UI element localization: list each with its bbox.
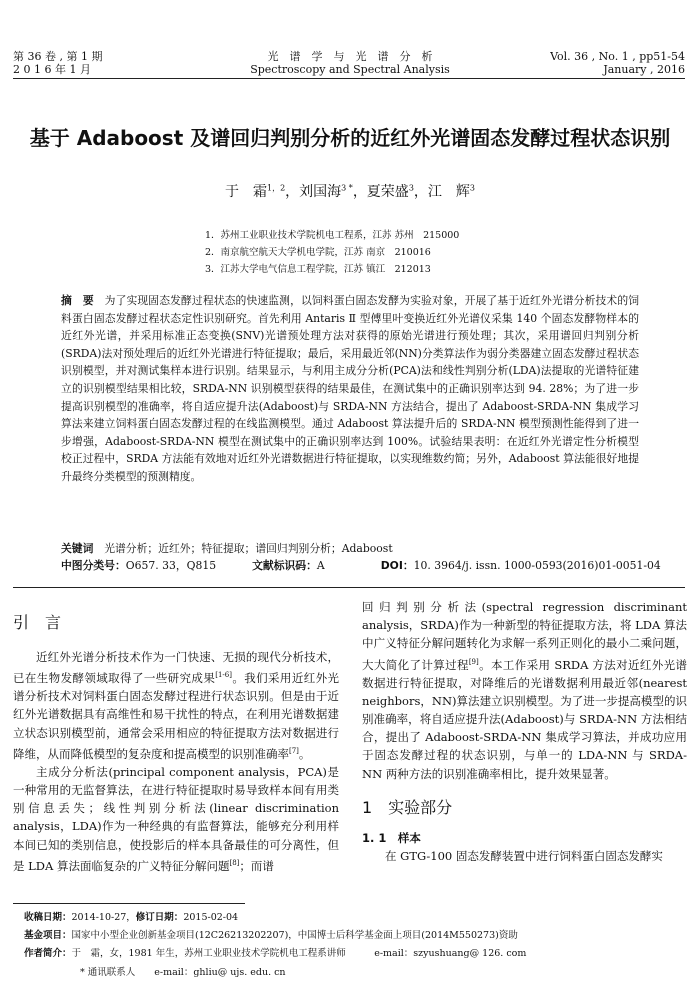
intro-p1-b: 。我们采用近红外光谱分析技术对饲料蛋白固态发酵过程进行状态识别。但是由于近红外光谱数据具有高维性和易干扰性的特点，在利用光谱数据建立状态识别模型前，通常会采用相应的特征提取方法对数据进行降维，从而降低模型的复杂度和提高模型的识别准确率 [13,671,340,761]
clc-label: 中图分类号： [61,559,126,573]
received-label: 收稿日期： [24,912,72,923]
affiliation-3: 3．江苏大学电气信息工程学院，江苏 镇江 212013 [205,264,431,275]
author-1: 于 霜 [224,184,267,200]
right-column [362,598,687,865]
author-4-sup: 3 [469,183,475,193]
keywords-text: 光谱分析；近红外；特征提取；谱回归判别分析；Adaboost [104,542,393,555]
ref-1-6: [1-6] [215,671,232,680]
author-1-sup: 1，2 [266,183,286,193]
author-2: ，刘国海 [285,184,342,200]
funding-label: 基金项目： [24,930,72,942]
header-date-line: 2 0 1 6 年 1 月 [13,63,91,76]
footnote-funding [24,927,674,945]
experiment-heading: 1 实验部分 [362,797,453,817]
header-citation [550,50,685,76]
author-bio-text: 于 霜，女，1981 年生，苏州工业职业技术学院机电工程系讲师 e-mail：szyushuang@ 126. com [71,948,527,960]
keywords-block [61,540,661,575]
clc-value: O657. 33，Q815 [125,559,217,573]
intro-p2-a: 主成分分析法(principal component analysis，PCA)是一种常用的无监督算法，在进行特征提取时易导致样本间有用类别信息丢失；线性判别分析法(linear discrimination analysis，LDA)作为一种经典的有监督算法，能够充分利用样本间已知的类别信息，使投影后的样本具备最佳的可分离性，但是 LDA 算法面临复杂的广义特征分解问题 [13,764,339,873]
intro-paragraph-1 [13,648,339,763]
intro-p1-c: 。 [298,746,311,761]
intro-p1-a: 近红外光谱分析技术作为一门快速、无损的现代分析技术，已在生物发酵领域取得了一些研究成果 [13,650,339,686]
header-month: January , 2016 [603,63,685,76]
intro-p3-a: 回归判别分析法(spectral regression discriminant analysis，SRDA)作为一种新型的特征提取方法，将 LDA 算法中广义特征分解问题转化为求解一系列正则化的最小二乘问题，大大简化了计算过程 [362,600,687,672]
ref-7: [7] [289,746,299,755]
keywords-row [61,540,639,557]
ref-9: [9] [468,657,479,666]
footnote-dates [24,909,674,927]
affiliation-1: 1．苏州工业职业技术学院机电工程系，江苏 苏州 215000 [205,230,460,241]
ref-8: [8] [229,858,240,867]
left-column [13,610,339,875]
author-4: ，江 辉 [413,184,470,200]
doc-code-value: A [316,559,325,573]
author-3: ，夏荣盛 [352,184,409,200]
affiliations [205,227,459,278]
author-3-sup: 3 [408,183,414,193]
journal-name-cn: 光 谱 学 与 光 谱 分 析 [267,50,433,63]
footnote-author [24,945,674,963]
paper-title: 基于 Adaboost 及谱回归判别分析的近红外光谱固态发酵过程状态识别 [29,126,671,150]
intro-p2-b: ；而谱 [239,858,274,873]
intro-paragraph-2 [13,763,339,875]
samples-subheading: 1. 1 样本 [362,830,421,845]
footnote-correspondence: * 通讯联系人 e-mail：ghliu@ ujs. edu. cn [80,966,286,978]
abstract-label: 摘 要 [61,294,94,307]
classification-row [61,557,661,574]
author-list [0,181,700,201]
abstract [61,292,639,486]
keywords-label: 关键词 [61,542,94,555]
revised-label: 修订日期： [135,912,184,923]
intro-heading: 引 言 [13,613,62,632]
footnotes [24,909,674,982]
intro-paragraph-3 [362,598,687,783]
received-date: 2014-10-27， [71,912,136,923]
section-rule [13,587,685,588]
doc-code-label: 文献标识码： [252,559,317,573]
revised-date: 2015-02-04 [183,912,239,923]
author-2-sup: 3 * [341,183,353,193]
doi-label: DOI： [380,559,414,573]
funding-text: 国家中小型企业创新基金项目(12C26213202207)，中国博士后科学基金面上项目(2014M550273)资助 [71,930,518,942]
abstract-text: 为了实现固态发酵过程状态的快速监测，以饲料蛋白固态发酵为实验对象，开展了基于近红外光谱分析技术的饲料蛋白固态发酵过程状态定性识别研究。首先利用 Antaris Ⅱ 型傅里叶变换近红外光谱仪采集 140 个固态发酵物样本的近红外光谱，并采用标准正态变换(SNV)光谱预处理方法对获得的原始光谱进行预处理；其次，采用谱回归判别分析(SRDA)法对预处理后的近红外光谱进行特征提取；最后，采用最近邻(NN)分类算法作为弱分类器建立固态发酵过程状态识别模型，并对测试集样本进行识别。结果显示，与利用主成分分析(PCA)法和线性判别分析(LDA)法提取的光谱特征建立的识别模型结果相比较，SRDA-NN 识别模型获得的结果最佳，在测试集中的正确识别率达到 94. 28%；为了进一步提高识别模型的准确率，将自适应提升法(Adaboost)与 SRDA-NN 方法结合，提出了 Adaboost-SRDA-NN 集成学习算法来建立饲料蛋白固态发酵过程的在线监测模型。通过 Adaboost 算法提升后的 SRDA-NN 模型预测性能得到了进一步增强，Adaboost-SRDA-NN 模型在测试集中的正确识别率达到 100%。试验结果表明：在近红外光谱定性分析模型校正过程中，SRDA 方法能有效地对近红外光谱数据进行特征提取，以实现维数约简；另外，Adaboost 算法能很好地提升最终分类模型的预测精度。 [61,294,640,483]
header-pages: Vol. 36 , No. 1 , pp51-54 [550,50,685,63]
author-bio-label: 作者简介： [24,948,72,960]
footnote-rule [13,903,245,904]
journal-name-en: Spectroscopy and Spectral Analysis [250,63,450,76]
intro-p3-b: 。本工作采用 SRDA 方法对近红外光谱数据进行特征提取，对降维后的光谱数据利用最近邻(nearest neighbors，NN)算法建立识别模型。为了进一步提高模型的识别准确率，将自适应提升法(Adaboost)与 SRDA-NN 方法相结合，提出了 Adaboost-SRDA-NN 集成学习算法，并成功应用于固态发酵过程的状态识别，与单一的 LDA-NN 与 SRDA-NN 两种方法的识别准确率相比，提升效果显著。 [362,657,687,781]
affiliation-2: 2．南京航空航天大学机电学院，江苏 南京 210016 [205,247,431,258]
samples-paragraph: 在 GTG-100 固态发酵装置中进行饲料蛋白固态发酵实 [385,849,663,864]
header-volume-line: 第 36 卷 , 第 1 期 [13,50,103,63]
header-rule [13,78,685,79]
doi-value: 10. 3964/j. issn. 1000-0593(2016)01-0051-04 [413,559,661,573]
